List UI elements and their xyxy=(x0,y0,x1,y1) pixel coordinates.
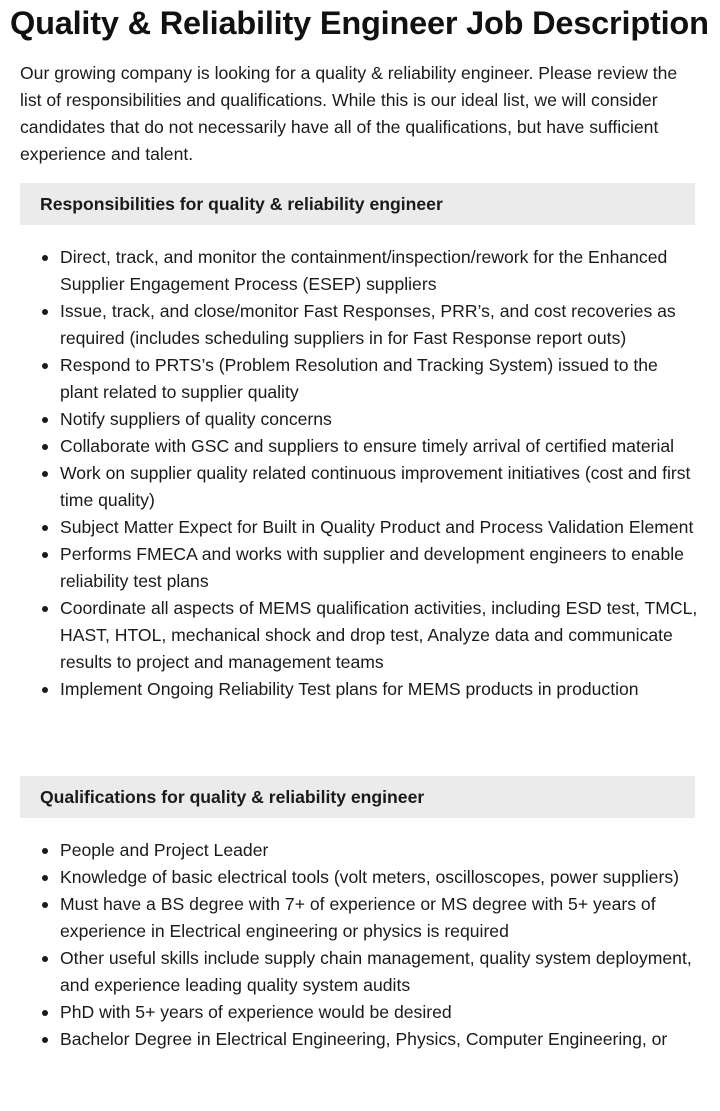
list-item: Knowledge of basic electrical tools (volt meters, oscilloscopes, power suppliers) xyxy=(60,864,700,891)
list-item: Implement Ongoing Reliability Test plans for MEMS products in production xyxy=(60,676,700,703)
list-item: Other useful skills include supply chain management, quality system deployment, and experience leading quality system audits xyxy=(60,945,700,999)
list-item: Direct, track, and monitor the containment/inspection/rework for the Enhanced Supplier Engagement Process (ESEP) suppliers xyxy=(60,244,700,298)
list-item: Notify suppliers of quality concerns xyxy=(60,406,700,433)
list-item: Respond to PRTS’s (Problem Resolution and Tracking System) issued to the plant related to supplier quality xyxy=(60,352,700,406)
list-item: Coordinate all aspects of MEMS qualification activities, including ESD test, TMCL, HAST, HTOL, mechanical shock and drop test, Analyze data and communicate results to project and management teams xyxy=(60,595,700,676)
qualifications-list xyxy=(20,837,700,1053)
list-item: Performs FMECA and works with supplier and development engineers to enable reliability test plans xyxy=(60,541,700,595)
qualifications-heading: Qualifications for quality & reliability engineer xyxy=(20,776,695,818)
list-item: Subject Matter Expect for Built in Quality Product and Process Validation Element xyxy=(60,514,700,541)
intro-paragraph: Our growing company is looking for a quality & reliability engineer. Please review the list of responsibilities and qualifications. While this is our ideal list, we will consider candidates that do not necessarily have all of the qualifications, but have sufficient experience and talent. xyxy=(20,63,678,164)
list-item: Bachelor Degree in Electrical Engineering, Physics, Computer Engineering, or xyxy=(60,1026,700,1053)
list-item: People and Project Leader xyxy=(60,837,700,864)
list-item: PhD with 5+ years of experience would be desired xyxy=(60,999,700,1026)
list-item: Work on supplier quality related continuous improvement initiatives (cost and first time quality) xyxy=(60,460,700,514)
list-item: Collaborate with GSC and suppliers to ensure timely arrival of certified material xyxy=(60,433,700,460)
list-item: Must have a BS degree with 7+ of experience or MS degree with 5+ years of experience in Electrical engineering or physics is required xyxy=(60,891,700,945)
responsibilities-heading: Responsibilities for quality & reliability engineer xyxy=(20,183,695,225)
responsibilities-list xyxy=(20,244,700,703)
page-title: Quality & Reliability Engineer Job Description xyxy=(10,5,709,41)
list-item: Issue, track, and close/monitor Fast Responses, PRR’s, and cost recoveries as required (includes scheduling suppliers in for Fast Response report outs) xyxy=(60,298,700,352)
